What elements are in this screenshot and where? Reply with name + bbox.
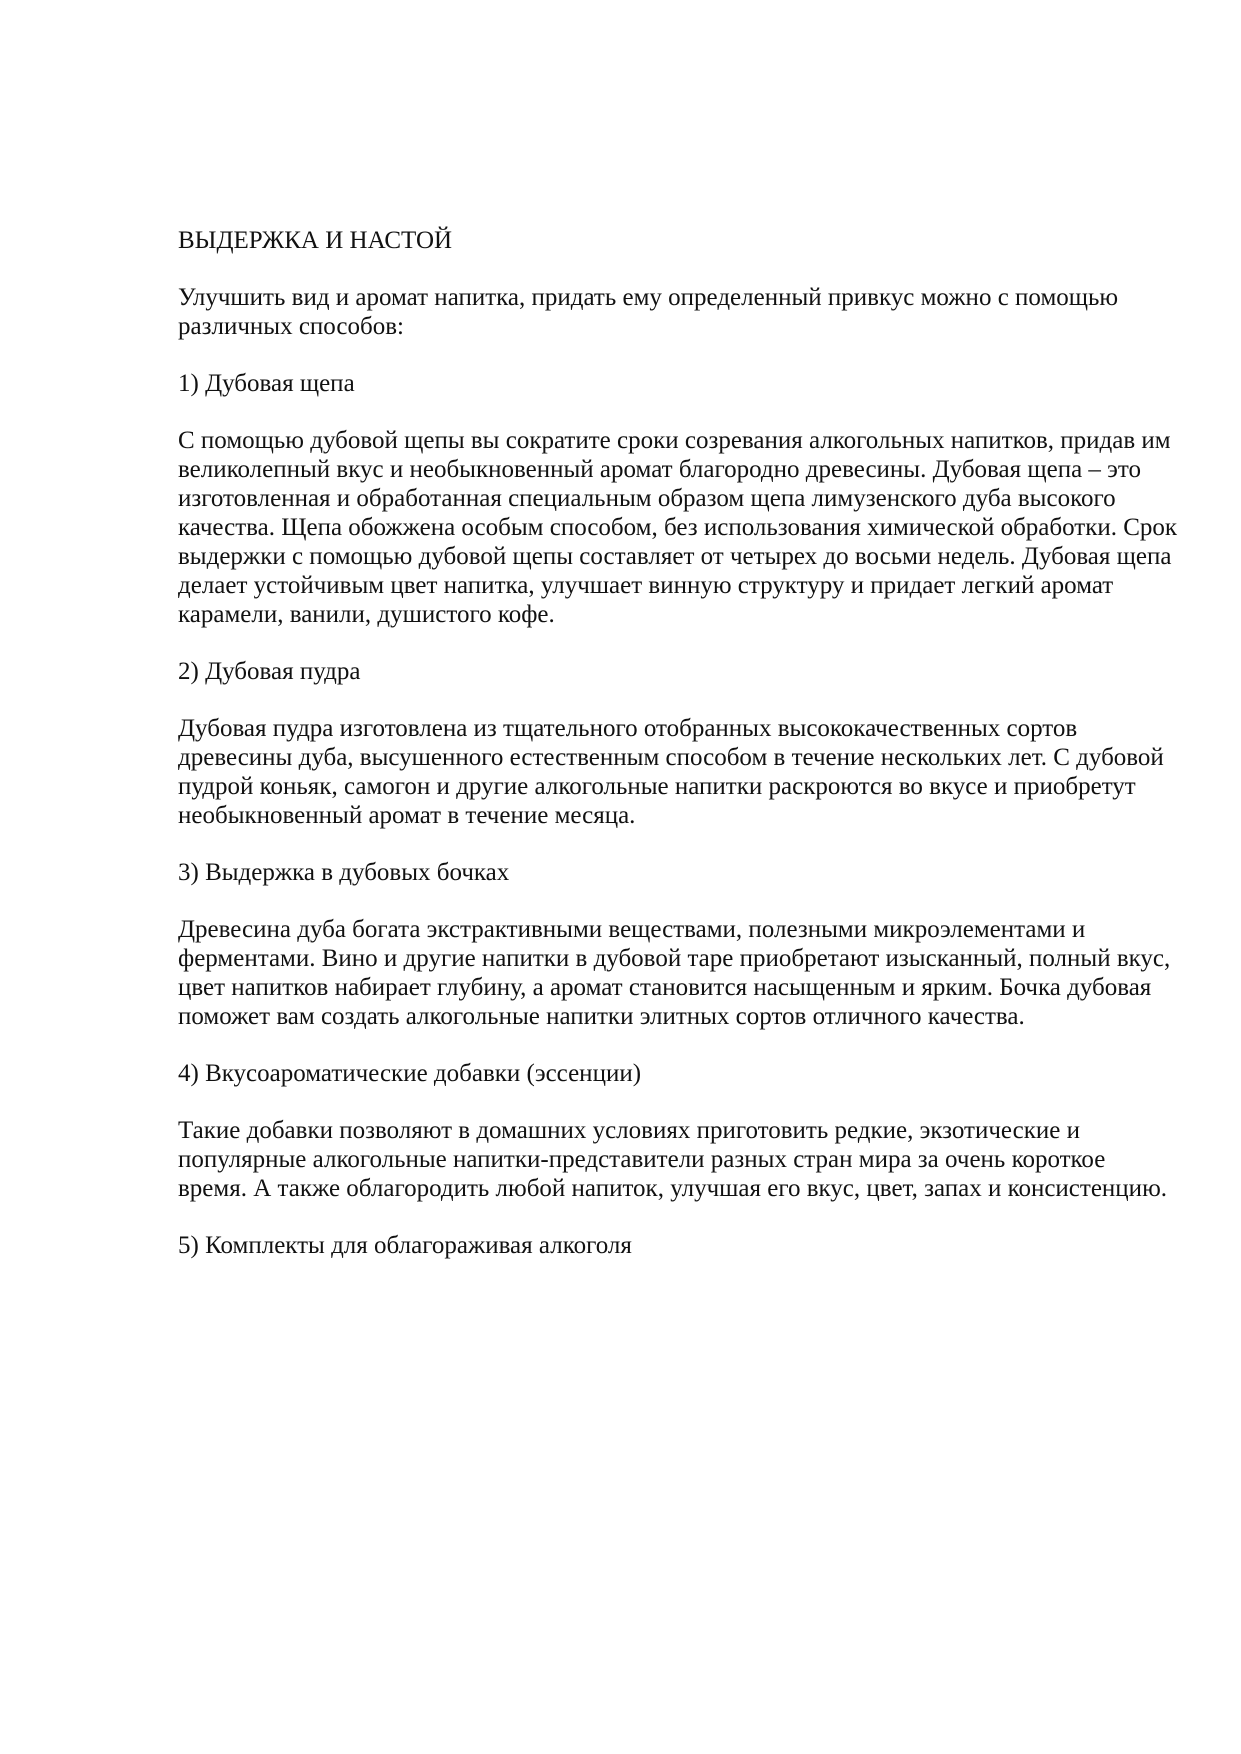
section-heading-oak-chips: 1) Дубовая щепа — [178, 370, 355, 397]
section-heading-oak-powder: 2) Дубовая пудра — [178, 658, 361, 685]
intro-paragraph: Улучшить вид и аромат напитка, придать ему определенный привкус можно с помощью различных способов: — [178, 284, 1119, 340]
section-heading-oak-barrels: 3) Выдержка в дубовых бочках — [178, 859, 510, 886]
section-body-oak-powder: Дубовая пудра изготовлена из тщательного отобранных высококачественных сортов древесины дуба, высушенного естественным способом в течение нескольких лет. С дубовой пудрой коньяк, самогон и другие алкогольные напитки раскроются во вкусе и приобретут необыкновенный аромат в течение месяца. — [178, 715, 1164, 829]
document-title: ВЫДЕРЖКА И НАСТОЙ — [178, 227, 453, 254]
section-heading-kits: 5) Комплекты для облагораживая алкоголя — [178, 1232, 632, 1259]
section-heading-essences: 4) Вкусоароматические добавки (эссенции) — [178, 1060, 642, 1087]
document-page — [178, 226, 1178, 1288]
section-body-essences: Такие добавки позволяют в домашних условиях приготовить редкие, экзотические и популярные алкогольные напитки-представители разных стран мира за очень короткое время. А также облагородить любой напиток, улучшая его вкус, цвет, запах и консистенцию. — [178, 1117, 1167, 1202]
section-body-oak-barrels: Древесина дуба богата экстрактивными веществами, полезными микроэлементами и ферментами. Вино и другие напитки в дубовой таре приобретают изысканный, полный вкус, цвет напитков набирает глубину, а аромат становится насыщенным и ярким. Бочка дубовая поможет вам создать алкогольные напитки элитных сортов отличного качества. — [178, 916, 1171, 1030]
section-body-oak-chips: С помощью дубовой щепы вы сократите сроки созревания алкогольных напитков, придав им великолепный вкус и необыкновенный аромат благородно древесины. Дубовая щепа – это изготовленная и обработанная специальным образом щепа лимузенского дуба высокого качества. Щепа обожжена особым способом, без использования химической обработки. Срок выдержки с помощью дубовой щепы составляет от четырех до восьми недель. Дубовая щепа делает устойчивым цвет напитка, улучшает винную структуру и придает легкий аромат карамели, ванили, душистого кофе. — [178, 427, 1178, 628]
